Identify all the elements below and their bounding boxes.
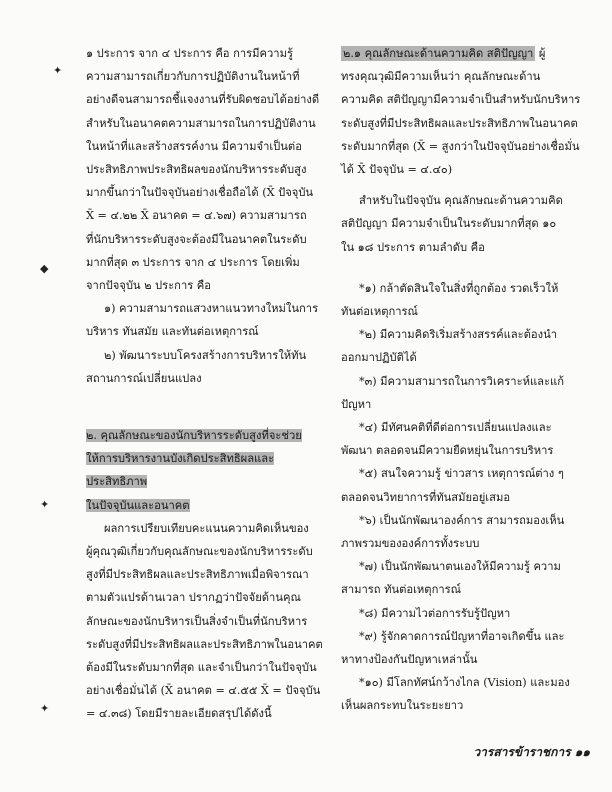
text-line: ๑ ประการ จาก ๔ ประการ คือ การมีความรู้ bbox=[86, 47, 293, 60]
list-item-line: ทันต่อเหตุการณ์ bbox=[341, 305, 418, 319]
ability-paragraph bbox=[86, 42, 330, 297]
subsection-2-1-heading-tail: ผู้ bbox=[538, 47, 546, 60]
list-item-line: *๑๐) มีโลกทัศน์กว้างไกล (Vision) และมอง bbox=[359, 676, 570, 690]
heading-line-text: ให้การบริหารงานบังเกิดประสิทธิผลและประสิทธิภาพ bbox=[86, 452, 275, 489]
text-line: ทรงคุณวุฒิมีความเห็นว่า คุณลักษณะด้าน bbox=[341, 70, 541, 84]
text-line: ตามตัวแปรด้านเวลา ปรากฏว่าปัจจัยด้านคุณ bbox=[86, 591, 301, 605]
list-item-line: ปัญหา bbox=[341, 397, 372, 411]
text-line: ลักษณะของนักบริหารเป็นสิ่งจำเป็นที่นักบริหาร bbox=[86, 614, 308, 628]
thinking-traits-list bbox=[341, 277, 585, 718]
list-item bbox=[341, 555, 585, 601]
left-column bbox=[86, 42, 330, 726]
scan-speck-mark: ✦ bbox=[40, 498, 50, 511]
list-item bbox=[341, 602, 585, 625]
text-line: มากขึ้นกว่าในปัจจุบันอย่างเชื่อถือได้ (X̄ ปัจจุบัน bbox=[86, 186, 314, 200]
ability-sub-items bbox=[86, 297, 330, 390]
heading-line bbox=[86, 424, 330, 447]
list-item bbox=[341, 323, 585, 369]
journal-page-number: วารสารข้าราชการ ๑๑ bbox=[473, 745, 590, 759]
list-item-line: *๓) มีความสามารถในการวิเคราะห์และแก้ bbox=[359, 374, 565, 388]
text-line: สูงที่มีประสิทธิผลและประสิทธิภาพเมื่อพิจารณา bbox=[86, 568, 309, 582]
text-line: ต้องมีในระดับมากที่สุด และจำเป็นกว่าในปัจจุบัน bbox=[86, 661, 317, 675]
text-line: ใน ๑๘ ประการ ตามลำดับ คือ bbox=[341, 240, 485, 254]
right-column bbox=[341, 42, 585, 718]
text-line: X̄ = ๔.๒๒ X̄ อนาคต = ๔.๖๗) ความสามารถ bbox=[86, 209, 307, 223]
list-item-line: *๖) เป็นนักพัฒนาองค์การ สามารถมองเห็น bbox=[359, 513, 565, 527]
heading-line bbox=[86, 447, 330, 493]
text-line: อย่างเชื่อมั่นได้ (X̄ อนาคต = ๔.๕๕ X̄ = ปัจจุบัน bbox=[86, 684, 321, 698]
sub-item-line: บริหาร ทันสมัย และทันต่อเหตุการณ์ bbox=[86, 325, 259, 339]
subsection-2-1-heading-line bbox=[341, 42, 585, 65]
list-item-line: พัฒนา ตลอดจนมีความยืดหยุ่นในการบริหาร bbox=[341, 444, 554, 458]
text-line: ในหน้าที่และสร้างสรรค์งาน มีความจำเป็นต่อ bbox=[86, 139, 302, 153]
text-line: สติปัญญา มีความจำเป็นในระดับมากที่สุด ๑๐ bbox=[341, 217, 557, 231]
sub-item-line: ๒) พัฒนาระบบโครงสร้างการบริหารให้ทัน bbox=[104, 348, 307, 362]
text-line: ระดับสูงที่มีประสิทธิผลและประสิทธิภาพในอนาคต bbox=[341, 116, 578, 130]
list-item-line: เห็นผลกระทบในระยะยาว bbox=[341, 699, 464, 713]
list-item-line: *๕) สนใจความรู้ ข่าวสาร เหตุการณ์ต่าง ๆ bbox=[359, 467, 564, 481]
text-line: ความสามารถเกี่ยวกับการปฏิบัติงานในหน้าที่ bbox=[86, 70, 300, 84]
list-item-line: *๑) กล้าตัดสินใจในสิ่งที่ถูกต้อง รวดเร็วให้ bbox=[359, 281, 559, 295]
list-item-line: *๙) รู้จักคาดการณ์ปัญหาที่อาจเกิดขึ้น และ bbox=[359, 629, 565, 643]
list-item bbox=[341, 370, 585, 416]
list-item-line: ออกมาปฏิบัติได้ bbox=[341, 351, 417, 365]
text-line: จากปัจจุบัน ๒ ประการ คือ bbox=[86, 279, 212, 293]
list-item-line: ตลอดจนวิทยาการที่ทันสมัยอยู่เสมอ bbox=[341, 490, 511, 504]
list-item bbox=[341, 625, 585, 671]
text-line: ระดับมากที่สุด (X̄ = สูงกว่าในปัจจุบันอย่างเชื่อมั่น bbox=[341, 139, 580, 153]
list-item-line: *๒) มีความคิดริเริ่มสร้างสรรค์และต้องนำ bbox=[359, 328, 558, 342]
list-item-line: สามารถ ทันต่อเหตุการณ์ bbox=[341, 583, 462, 597]
sub-item-line: สถานการณ์เปลี่ยนแปลง bbox=[86, 371, 202, 385]
scan-speck-mark: ✦ bbox=[53, 64, 63, 77]
subsection-2-1-intro bbox=[341, 65, 585, 181]
text-line: ประสิทธิภาพประสิทธิผลของนักบริหารระดับสูง bbox=[86, 163, 307, 177]
list-item bbox=[341, 462, 585, 508]
text-line: ความคิด สติปัญญามีความจำเป็นสำหรับนักบริหาร bbox=[341, 93, 581, 107]
text-line: สำหรับในอนาคตความสามารถในการปฏิบัติงาน bbox=[86, 116, 316, 130]
list-item bbox=[341, 416, 585, 462]
sub-item-line: ๑) ความสามารถแสวงหาแนวทางใหม่ในการ bbox=[104, 302, 319, 316]
list-item-line: หาทางป้องกันปัญหาเหล่านั้น bbox=[341, 653, 478, 667]
text-line: อย่างดีจนสามารถชี้แจงงานที่รับผิดชอบได้อย่างดี bbox=[86, 93, 320, 107]
list-item-line: *๗) เป็นนักพัฒนาตนเองให้มีความรู้ ความ bbox=[359, 560, 561, 574]
section-2-heading bbox=[86, 424, 330, 517]
list-item-line: *๔) มีทัศนคติที่ดีต่อการเปลี่ยนแปลงและ bbox=[359, 421, 552, 435]
text-line: = ๔.๓๘) โดยมีรายละเอียดสรุปได้ดังนี้ bbox=[86, 707, 272, 721]
text-line: สำหรับในปัจจุบัน คุณลักษณะด้านความคิด bbox=[359, 194, 563, 208]
text-line: มากที่สุด ๓ ประการ จาก ๔ ประการ โดยเพิ่ม bbox=[86, 255, 300, 269]
text-line: ได้ X̄ ปัจจุบัน = ๔.๔๐) bbox=[341, 163, 453, 177]
heading-line-text: ๒. คุณลักษณะของนักบริหารระดับสูงที่จะช่วย bbox=[86, 429, 302, 443]
text-line: ระดับสูงที่มีประสิทธิผลและประสิทธิภาพในอนาคต bbox=[86, 637, 323, 651]
list-item bbox=[341, 509, 585, 555]
text-line: ที่นักบริหารระดับสูงจะต้องมีในอนาคตในระดับ bbox=[86, 232, 307, 246]
list-item-line: *๘) มีความไวต่อการรับรู้ปัญหา bbox=[359, 606, 511, 620]
subsection-2-1-heading: ๒.๑ คุณลักษณะด้านความคิด สติปัญญา bbox=[343, 47, 534, 60]
list-item-line: ภาพรวมขององค์การทั้งระบบ bbox=[341, 537, 480, 551]
list-item bbox=[341, 671, 585, 717]
scan-speck-mark: ◆ bbox=[40, 262, 49, 275]
text-line: ผลการเปรียบเทียบคะแนนความคิดเห็นของ bbox=[104, 521, 309, 535]
text-line: ผู้คุณวุฒิเกี่ยวกับคุณลักษณะของนักบริหารระดับ bbox=[86, 545, 313, 559]
heading-line bbox=[86, 494, 330, 517]
heading-line-text: ในปัจจุบันและอนาคต bbox=[86, 498, 190, 512]
scan-speck-mark: ✦ bbox=[40, 702, 50, 715]
present-need-paragraph bbox=[341, 189, 585, 259]
section-2-body bbox=[86, 517, 330, 726]
list-item bbox=[341, 277, 585, 323]
